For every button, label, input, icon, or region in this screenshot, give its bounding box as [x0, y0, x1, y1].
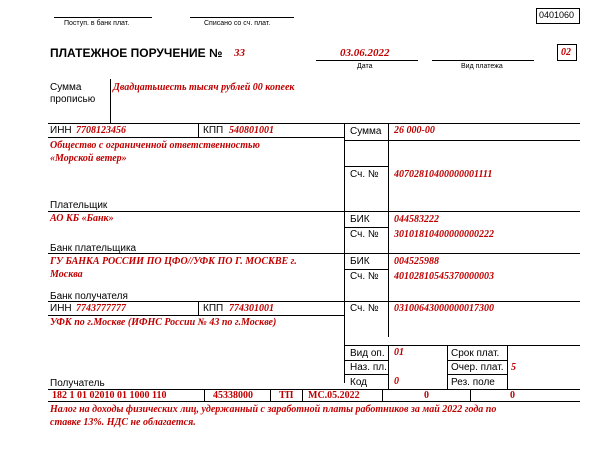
sum-bottom-line — [344, 140, 580, 141]
payer-label: Плательщик — [50, 200, 108, 211]
op-row-line-2 — [344, 374, 388, 375]
payer-bottom-line — [48, 211, 580, 212]
tax-bottom-line — [48, 401, 580, 402]
tax-oktmo: 45338000 — [213, 390, 253, 401]
sum-value: 26 000-00 — [394, 125, 435, 136]
rez-label: Рез. поле — [451, 377, 495, 388]
received-label: Поступ. в банк плат. — [64, 20, 130, 27]
tax-div-2 — [270, 389, 271, 401]
payee-name: УФК по г.Москве (ИФНС России № 43 по г.Москве) — [50, 317, 277, 328]
tax-div-1 — [204, 389, 205, 401]
tax-period: МС.05.2022 — [308, 390, 360, 401]
payee-inn: 7743777777 — [76, 303, 126, 314]
naz-pl-label: Наз. пл. — [350, 362, 387, 373]
op-row-line-1b — [447, 360, 507, 361]
date-line — [316, 60, 418, 61]
received-line — [54, 17, 152, 18]
payer-kpp-label: КПП — [203, 125, 224, 136]
tax-basis: ТП — [279, 390, 294, 401]
order-date: 03.06.2022 — [340, 47, 390, 59]
payee-inn-label: ИНН — [50, 303, 72, 314]
payer-account: 40702810400000001111 — [394, 169, 493, 180]
payer-inn-label: ИНН — [50, 125, 72, 136]
srok-label: Срок плат. — [451, 348, 500, 359]
payee-account: 03100643000000017300 — [394, 303, 494, 314]
payee-account-label: Сч. № — [350, 303, 379, 314]
amount-words-divider — [110, 79, 111, 123]
payee-inn-bottom-line — [48, 315, 344, 316]
payee-bik: 004525988 — [394, 256, 439, 267]
tax-doc-date: 0 — [510, 390, 515, 401]
op-row-line-1 — [344, 360, 388, 361]
purpose-line-1: Налог на доходы физических лиц, удержанный с заработной платы работников за май 2022 года по — [50, 404, 497, 415]
date-label: Дата — [357, 63, 373, 70]
payment-type-line — [432, 60, 534, 61]
payer-bank-name: АО КБ «Банк» — [50, 213, 114, 224]
debited-line — [190, 17, 294, 18]
kod-value: 0 — [394, 376, 399, 387]
ocher-label: Очер. плат. — [451, 362, 504, 373]
payer-bank-account-label: Сч. № — [350, 229, 379, 240]
payee-bank-name-2: Москва — [50, 269, 83, 280]
op-top-line — [344, 345, 580, 346]
status-code: 02 — [561, 47, 571, 58]
ocher-value: 5 — [511, 362, 516, 373]
payee-inn-kpp-divider — [198, 301, 199, 315]
acc-top-line — [344, 166, 388, 167]
payee-bank-name-1: ГУ БАНКА РОССИИ ПО ЦФО//УФК ПО Г. МОСКВЕ г. — [50, 256, 297, 267]
debited-label: Списано со сч. плат. — [204, 20, 271, 27]
sum-label: Сумма — [350, 126, 382, 137]
form-code: 0401060 — [539, 10, 575, 20]
payee-kpp: 774301001 — [229, 303, 274, 314]
amount-words-label-1: Сумма — [50, 82, 82, 93]
bik-bottom-line — [344, 227, 388, 228]
payment-type-label: Вид платежа — [461, 63, 503, 70]
op-middle-divider — [447, 345, 448, 389]
payer-bik: 044583222 — [394, 214, 439, 225]
payer-name-2: «Морской ветер» — [50, 153, 127, 164]
row-line-inn-bottom — [48, 137, 344, 138]
row-line-inn — [48, 123, 580, 124]
inn-kpp-divider — [198, 123, 199, 137]
tax-div-4 — [382, 389, 383, 401]
vid-op-label: Вид оп. — [350, 348, 385, 359]
payer-bik-label: БИК — [350, 214, 370, 225]
tax-div-5 — [470, 389, 471, 401]
payer-kpp: 540801001 — [229, 125, 274, 136]
payee-bik-label: БИК — [350, 256, 370, 267]
page-title: ПЛАТЕЖНОЕ ПОРУЧЕНИЕ № — [50, 46, 223, 60]
payee-bik-bottom-line — [344, 269, 388, 270]
payer-name-1: Общество с ограниченной ответственностью — [50, 140, 260, 151]
purpose-line-2: ставке 13%. НДС не облагается. — [50, 417, 196, 428]
payee-kpp-label: КПП — [203, 303, 224, 314]
label-vertical-divider — [388, 123, 389, 337]
payer-bank-label: Банк плательщика — [50, 243, 137, 254]
payee-label: Получатель — [50, 378, 105, 389]
payee-bank-label: Банк получателя — [50, 291, 128, 302]
payer-bank-account: 30101810400000000222 — [394, 229, 494, 240]
tax-div-3 — [302, 389, 303, 401]
amount-words-value: Двадцатьшесть тысяч рублей 00 копеек — [113, 82, 295, 93]
op-row-line-2b — [447, 374, 507, 375]
tax-doc-number: 0 — [424, 390, 429, 401]
payee-bank-account: 40102810545370000003 — [394, 271, 494, 282]
kod-label: Код — [350, 377, 368, 388]
order-number: 33 — [234, 47, 245, 59]
tax-kbk: 182 1 01 02010 01 1000 110 — [52, 390, 167, 401]
payee-bank-account-label: Сч. № — [350, 271, 379, 282]
op-right-divider — [507, 345, 508, 389]
op-label-divider — [388, 345, 389, 389]
vid-op-value: 01 — [394, 347, 404, 358]
payer-inn: 7708123456 — [76, 125, 126, 136]
payer-account-label: Сч. № — [350, 169, 379, 180]
amount-words-label-2: прописью — [50, 94, 96, 105]
